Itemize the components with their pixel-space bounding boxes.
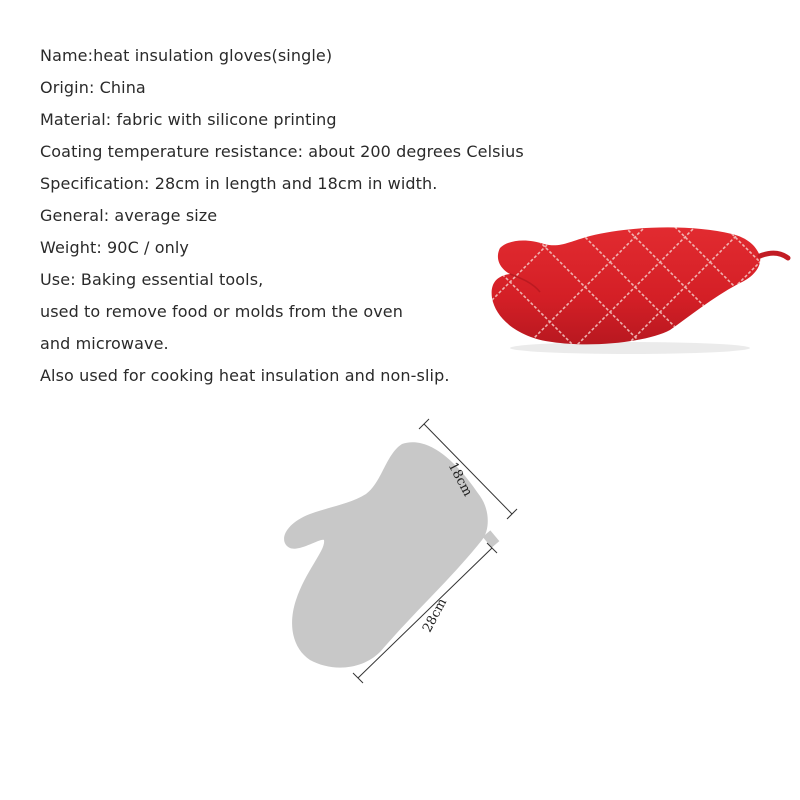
spec-material: Material: fabric with silicone printing <box>40 110 337 129</box>
spec-use-continued-2: and microwave. <box>40 334 169 353</box>
oven-mitt-photo <box>480 212 800 360</box>
spec-also-used: Also used for cooking heat insulation and non-slip. <box>40 366 450 385</box>
spec-size: Specification: 28cm in length and 18cm in width. <box>40 174 438 193</box>
spec-use: Use: Baking essential tools, <box>40 270 264 289</box>
spec-weight: Weight: 90C / only <box>40 238 189 257</box>
spec-general: General: average size <box>40 206 218 225</box>
spec-origin: Origin: China <box>40 78 146 97</box>
mitt-shadow <box>510 342 750 354</box>
spec-name: Name:heat insulation gloves(single) <box>40 46 333 65</box>
mitt-hanging-loop <box>760 253 788 258</box>
dimension-diagram <box>270 410 530 700</box>
spec-temperature: Coating temperature resistance: about 200 degrees Celsius <box>40 142 524 161</box>
width-label: 18cm <box>444 460 475 499</box>
length-label: 28cm <box>420 596 451 636</box>
spec-use-continued: used to remove food or molds from the oven <box>40 302 403 321</box>
